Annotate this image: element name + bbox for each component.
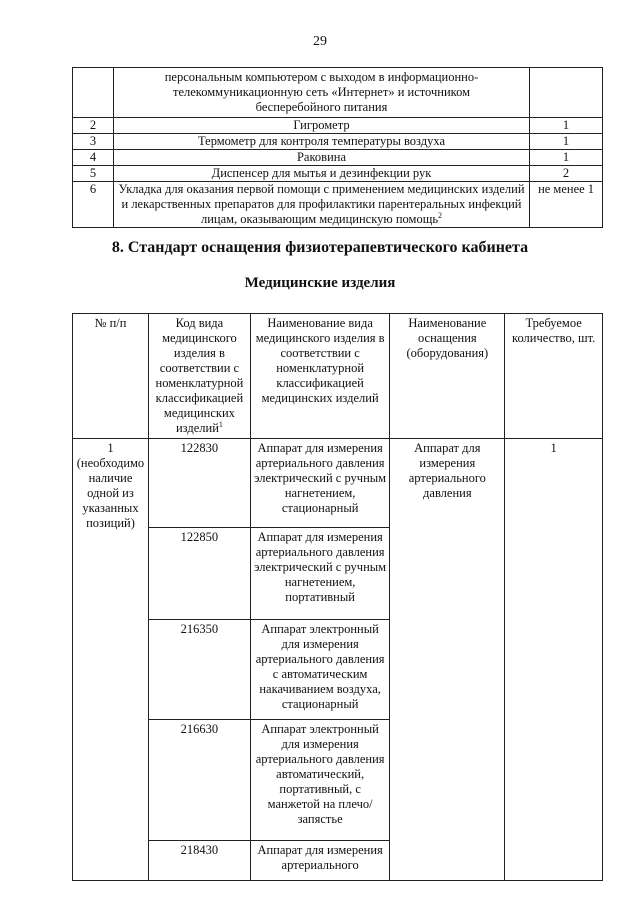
table-row bbox=[73, 182, 603, 228]
item-qty: 1 bbox=[530, 118, 603, 134]
item-name: Гигрометр bbox=[113, 118, 529, 134]
device-name: Аппарат для измерения артериального bbox=[250, 841, 390, 881]
device-name: Аппарат для измерения артериального давления электрический с ручным нагнетением, стационарный bbox=[250, 439, 390, 528]
item-name: Диспенсер для мытья и дезинфекции рук bbox=[113, 166, 529, 182]
footnote-ref: 2 bbox=[438, 210, 443, 220]
header-qty: Требуемое количество, шт. bbox=[505, 314, 603, 439]
page-number: 29 bbox=[313, 34, 327, 49]
row-number: 6 bbox=[73, 182, 114, 228]
row-number: 2 bbox=[73, 118, 114, 134]
device-code: 216350 bbox=[148, 620, 250, 720]
header-code-text: Код вида медицинского изделия в соответствии с номенклатурной классификацией медицинских изделий bbox=[155, 316, 244, 435]
header-number: № п/п bbox=[73, 314, 149, 439]
header-device-type: Наименование вида медицинского изделия в соответствии с номенклатурной классификацией медицинских изделий bbox=[250, 314, 390, 439]
item-name: персональным компьютером с выходом в информационно-телекоммуникационную сеть «Интернет» и источником бесперебойного питания bbox=[113, 68, 529, 118]
row-number: 3 bbox=[73, 134, 114, 150]
device-code: 218430 bbox=[148, 841, 250, 881]
device-code: 216630 bbox=[148, 720, 250, 841]
item-qty: 2 bbox=[530, 166, 603, 182]
row-number: 5 bbox=[73, 166, 114, 182]
equipment-name: Аппарат для измерения артериального давления bbox=[390, 439, 505, 881]
item-name-text: Укладка для оказания первой помощи с применением медицинских изделий и лекарственных препаратов для профилактики парентеральных инфекций лицам, оказывающим медицинскую помощь bbox=[118, 182, 525, 226]
medical-devices-table bbox=[72, 313, 603, 881]
item-name: Раковина bbox=[113, 150, 529, 166]
table-row bbox=[73, 439, 603, 528]
item-qty: не менее 1 bbox=[530, 182, 603, 228]
item-qty: 1 bbox=[530, 134, 603, 150]
equipment-table-continued bbox=[72, 67, 603, 228]
device-name: Аппарат для измерения артериального давления электрический с ручным нагнетением, портативный bbox=[250, 528, 390, 620]
header-code bbox=[148, 314, 250, 439]
section-title: 8. Стандарт оснащения физиотерапевтического кабинета bbox=[111, 239, 529, 256]
device-code: 122850 bbox=[148, 528, 250, 620]
item-name bbox=[113, 182, 529, 228]
table-row bbox=[73, 134, 603, 150]
row-number bbox=[73, 68, 114, 118]
device-name: Аппарат электронный для измерения артериального давления с автоматическим накачиванием воздуха, стационарный bbox=[250, 620, 390, 720]
device-code: 122830 bbox=[148, 439, 250, 528]
table-row bbox=[73, 166, 603, 182]
item-qty bbox=[530, 68, 603, 118]
item-name: Термометр для контроля температуры воздуха bbox=[113, 134, 529, 150]
required-qty: 1 bbox=[505, 439, 603, 881]
header-row bbox=[73, 314, 603, 439]
device-name: Аппарат электронный для измерения артериального давления автоматический, портативный, с манжетой на плечо/запястье bbox=[250, 720, 390, 841]
table-row bbox=[73, 118, 603, 134]
row-number: 1 (необходимо наличие одной из указанных позиций) bbox=[73, 439, 149, 881]
table-row bbox=[73, 150, 603, 166]
item-qty: 1 bbox=[530, 150, 603, 166]
table-row bbox=[73, 68, 603, 118]
subsection-title: Медицинские изделия bbox=[244, 275, 396, 291]
header-equipment: Наименование оснащения (оборудования) bbox=[390, 314, 505, 439]
footnote-ref: 1 bbox=[218, 419, 223, 429]
row-number: 4 bbox=[73, 150, 114, 166]
